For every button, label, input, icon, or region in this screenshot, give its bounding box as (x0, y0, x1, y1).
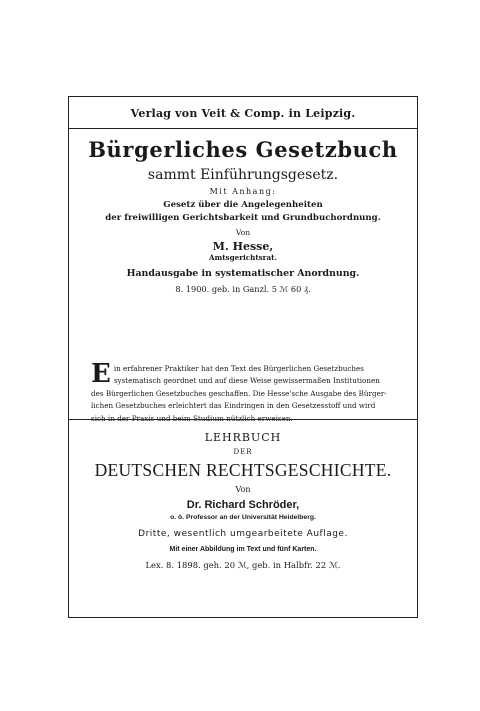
ad2-author-title: o. ö. Professor an der Universität Heidelberg. (170, 514, 316, 521)
publisher-line: Verlag von Veit & Comp. in Leipzig. (130, 107, 356, 120)
advertisement-frame (68, 96, 418, 618)
ad2-block (69, 431, 417, 574)
ad2-edition: Dritte, wesentlich umgearbeitete Auflage. (138, 529, 348, 539)
ad1-desc-line3: des Bürgerlichen Gesetzbuches geschaffen. Die Hesse'sche Ausgabe des Bürger- (91, 388, 387, 398)
ad2-author: Dr. Richard Schröder, (186, 499, 300, 511)
ad1-author: M. Hesse, (212, 240, 274, 253)
divider-middle (69, 419, 417, 420)
ad2-price: Lex. 8. 1898. geh. 20 ℳ, geb. in Halbfr. 22 ℳ. (145, 560, 341, 570)
ad1-desc-line5: sich in der Praxis und beim Studium nützlich erweisen. (91, 413, 293, 423)
ad1-desc-line1: in erfahrener Praktiker hat den Text des Bürgerlichen Gesetzbuches (113, 364, 364, 373)
ad1-desc-line2: systematisch geordnet und auf diese Weise gewissermaßen Institutionen (113, 376, 380, 386)
ad1-subtitle: sammt Einführungsgesetz. (147, 167, 339, 183)
ad1-title: Bürgerliches Gesetzbuch (88, 137, 398, 162)
ad1-desc-line4: lichen Gesetzbuches erleichtert das Eindringen in den Gesetzesstoff und wird (91, 401, 376, 411)
ad1-price: 8. 1900. geb. in Ganzl. 5 ℳ 60 ₰. (175, 284, 311, 294)
ad1-description (91, 359, 399, 425)
ad1-title-block (69, 137, 417, 297)
ad2-von: Von (235, 485, 251, 494)
ad1-von: Von (235, 228, 251, 237)
ad1-appendix-line1: Gesetz über die Angelegenheiten (163, 200, 323, 210)
ad1-drop-cap: E (91, 359, 111, 389)
publisher-line-block (69, 107, 417, 120)
ad1-edition: Handausgabe in systematischer Anordnung. (126, 268, 360, 279)
ad2-der: DER (233, 448, 253, 456)
ad2-title: DEUTSCHEN RECHTSGESCHICHTE. (94, 460, 392, 480)
ad1-author-title: Amtsgerichtsrat. (209, 253, 277, 262)
ad1-appendix-line2: der freiwilligen Gerichtsbarkeit und Grundbuchordnung. (105, 213, 381, 223)
divider-top (69, 128, 417, 129)
ad2-illustrations: Mit einer Abbildung im Text und fünf Karten. (169, 546, 317, 553)
ad1-mit-anhang: Mit Anhang: (209, 187, 277, 196)
ad2-lehrbuch: LEHRBUCH (204, 431, 282, 444)
